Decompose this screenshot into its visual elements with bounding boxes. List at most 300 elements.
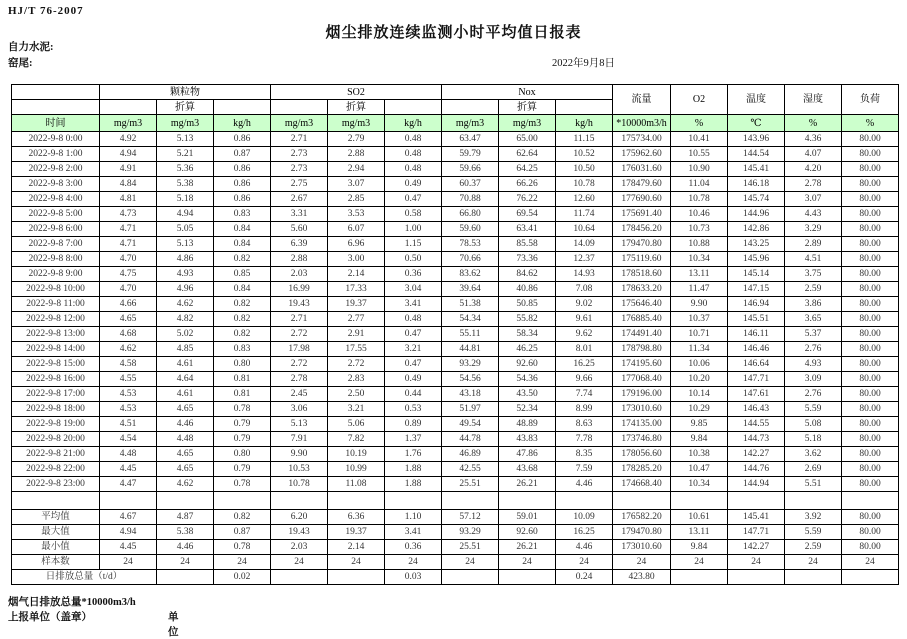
value-cell: 2.59 [785, 282, 842, 297]
value-cell: 78.53 [442, 237, 499, 252]
empty-cell [499, 492, 556, 510]
summary-label: 平均值 [12, 510, 100, 525]
value-cell: 93.29 [442, 357, 499, 372]
value-cell: 0.79 [214, 462, 271, 477]
value-cell: 2.76 [785, 387, 842, 402]
value-cell: 4.71 [100, 222, 157, 237]
value-cell: 147.61 [728, 387, 785, 402]
value-cell: 1.88 [385, 462, 442, 477]
value-cell: 178285.20 [613, 462, 671, 477]
value-cell: 2.67 [271, 192, 328, 207]
summary-value-cell: 0.82 [214, 510, 271, 525]
value-cell: 2.88 [328, 147, 385, 162]
value-cell: 9.90 [671, 297, 728, 312]
value-cell: 10.46 [671, 207, 728, 222]
converted-label-pm: 折算 [157, 100, 214, 115]
value-cell: 10.73 [671, 222, 728, 237]
value-cell: 7.82 [328, 432, 385, 447]
value-cell: 179196.00 [613, 387, 671, 402]
value-cell: 10.90 [671, 162, 728, 177]
summary-value-cell: 24 [328, 555, 385, 570]
value-cell: 4.48 [157, 432, 214, 447]
value-cell: 8.99 [556, 402, 613, 417]
value-cell: 64.25 [499, 162, 556, 177]
summary-value-cell: 6.20 [271, 510, 328, 525]
summary-value-cell: 4.67 [100, 510, 157, 525]
value-cell: 9.90 [271, 447, 328, 462]
unit-header: kg/h [214, 115, 271, 132]
value-cell: 10.78 [556, 177, 613, 192]
value-cell: 44.78 [442, 432, 499, 447]
empty-cell [328, 492, 385, 510]
summary-value-cell: 92.60 [499, 525, 556, 540]
value-cell: 0.81 [214, 372, 271, 387]
value-cell: 80.00 [842, 432, 899, 447]
value-cell: 80.00 [842, 342, 899, 357]
value-cell: 2.72 [271, 327, 328, 342]
value-cell: 0.36 [385, 267, 442, 282]
value-cell: 4.65 [157, 447, 214, 462]
unit-header: % [671, 115, 728, 132]
summary-value-cell: 26.21 [499, 540, 556, 555]
value-cell: 178633.20 [613, 282, 671, 297]
value-cell: 43.50 [499, 387, 556, 402]
value-cell: 5.06 [328, 417, 385, 432]
summary-value-cell: 24 [613, 555, 671, 570]
empty-cell [12, 492, 100, 510]
daily-total-value-cell [671, 570, 728, 585]
summary-value-cell: 3.41 [385, 525, 442, 540]
value-cell: 1.15 [385, 237, 442, 252]
daily-total-row [12, 570, 899, 585]
summary-value-cell: 4.94 [100, 525, 157, 540]
value-cell: 178518.60 [613, 267, 671, 282]
unit-header: ℃ [728, 115, 785, 132]
value-cell: 8.63 [556, 417, 613, 432]
value-cell: 4.46 [157, 417, 214, 432]
value-cell: 5.13 [271, 417, 328, 432]
table-row [12, 222, 899, 237]
value-cell: 4.07 [785, 147, 842, 162]
value-cell: 2.75 [271, 177, 328, 192]
value-cell: 49.54 [442, 417, 499, 432]
value-cell: 12.60 [556, 192, 613, 207]
unit-label: 单位 [168, 612, 179, 638]
summary-value-cell: 80.00 [842, 540, 899, 555]
value-cell: 19.43 [271, 297, 328, 312]
value-cell: 4.96 [157, 282, 214, 297]
value-cell: 10.06 [671, 357, 728, 372]
summary-value-cell: 24 [671, 555, 728, 570]
value-cell: 178798.80 [613, 342, 671, 357]
value-cell: 44.81 [442, 342, 499, 357]
value-cell: 54.36 [499, 372, 556, 387]
value-cell: 6.07 [328, 222, 385, 237]
daily-total-value-cell: 423.80 [613, 570, 671, 585]
value-cell: 146.18 [728, 177, 785, 192]
table-row [12, 162, 899, 177]
value-cell: 59.79 [442, 147, 499, 162]
value-cell: 0.80 [214, 357, 271, 372]
summary-value-cell: 10.61 [671, 510, 728, 525]
value-cell: 4.55 [100, 372, 157, 387]
summary-value-cell: 4.46 [556, 540, 613, 555]
table-row [12, 402, 899, 417]
value-cell: 3.21 [328, 402, 385, 417]
value-cell: 144.54 [728, 147, 785, 162]
empty-cell [214, 492, 271, 510]
summary-value-cell: 5.59 [785, 525, 842, 540]
value-cell: 80.00 [842, 207, 899, 222]
empty-cell [100, 492, 157, 510]
value-cell: 10.53 [271, 462, 328, 477]
unit-header: % [842, 115, 899, 132]
value-cell: 80.00 [842, 222, 899, 237]
time-cell: 2022-9-8 21:00 [12, 447, 100, 462]
value-cell: 4.51 [100, 417, 157, 432]
value-cell: 69.54 [499, 207, 556, 222]
value-cell: 54.34 [442, 312, 499, 327]
empty-cell [556, 492, 613, 510]
value-cell: 175119.60 [613, 252, 671, 267]
value-cell: 66.26 [499, 177, 556, 192]
value-cell: 4.66 [100, 297, 157, 312]
value-cell: 5.08 [785, 417, 842, 432]
value-cell: 4.62 [157, 297, 214, 312]
time-cell: 2022-9-8 6:00 [12, 222, 100, 237]
value-cell: 92.60 [499, 357, 556, 372]
value-cell: 80.00 [842, 297, 899, 312]
summary-value-cell: 147.71 [728, 525, 785, 540]
value-cell: 0.83 [214, 342, 271, 357]
group-temperature: 温度 [728, 85, 785, 115]
value-cell: 0.48 [385, 132, 442, 147]
table-row [12, 282, 899, 297]
summary-value-cell: 0.87 [214, 525, 271, 540]
value-cell: 4.71 [100, 237, 157, 252]
time-cell: 2022-9-8 14:00 [12, 342, 100, 357]
value-cell: 142.27 [728, 447, 785, 462]
time-cell: 2022-9-8 7:00 [12, 237, 100, 252]
value-cell: 7.91 [271, 432, 328, 447]
value-cell: 10.34 [671, 252, 728, 267]
value-cell: 10.99 [328, 462, 385, 477]
value-cell: 17.98 [271, 342, 328, 357]
summary-value-cell: 4.87 [157, 510, 214, 525]
summary-value-cell: 24 [785, 555, 842, 570]
time-header: 时间 [12, 115, 100, 132]
value-cell: 4.43 [785, 207, 842, 222]
group-so2: SO2 [271, 85, 442, 100]
value-cell: 147.71 [728, 372, 785, 387]
summary-value-cell: 0.78 [214, 540, 271, 555]
value-cell: 4.82 [157, 312, 214, 327]
empty-cell [442, 492, 499, 510]
value-cell: 2.85 [328, 192, 385, 207]
value-cell: 4.85 [157, 342, 214, 357]
value-cell: 9.84 [671, 432, 728, 447]
time-cell: 2022-9-8 2:00 [12, 162, 100, 177]
value-cell: 10.71 [671, 327, 728, 342]
summary-label: 样本数 [12, 555, 100, 570]
time-cell: 2022-9-8 3:00 [12, 177, 100, 192]
unit-header: kg/h [385, 115, 442, 132]
value-cell: 144.94 [728, 477, 785, 492]
value-cell: 146.64 [728, 357, 785, 372]
value-cell: 145.51 [728, 312, 785, 327]
value-cell: 0.86 [214, 132, 271, 147]
group-humidity: 湿度 [785, 85, 842, 115]
value-cell: 4.93 [157, 267, 214, 282]
value-cell: 2.78 [271, 372, 328, 387]
value-cell: 142.86 [728, 222, 785, 237]
value-cell: 62.64 [499, 147, 556, 162]
value-cell: 144.73 [728, 432, 785, 447]
table-row [12, 312, 899, 327]
daily-total-value-cell: 0.24 [556, 570, 613, 585]
value-cell: 3.07 [328, 177, 385, 192]
value-cell: 0.87 [214, 147, 271, 162]
value-cell: 80.00 [842, 162, 899, 177]
value-cell: 10.37 [671, 312, 728, 327]
table-row [12, 252, 899, 267]
time-cell: 2022-9-8 19:00 [12, 417, 100, 432]
value-cell: 70.88 [442, 192, 499, 207]
time-cell: 2022-9-8 11:00 [12, 297, 100, 312]
value-cell: 10.52 [556, 147, 613, 162]
value-cell: 3.04 [385, 282, 442, 297]
value-cell: 4.36 [785, 132, 842, 147]
value-cell: 143.96 [728, 132, 785, 147]
value-cell: 179470.80 [613, 237, 671, 252]
daily-total-value-cell [442, 570, 499, 585]
value-cell: 16.25 [556, 357, 613, 372]
value-cell: 0.83 [214, 207, 271, 222]
value-cell: 5.51 [785, 477, 842, 492]
summary-value-cell: 19.43 [271, 525, 328, 540]
summary-value-cell: 59.01 [499, 510, 556, 525]
value-cell: 51.97 [442, 402, 499, 417]
daily-total-value-cell [328, 570, 385, 585]
value-cell: 0.85 [214, 267, 271, 282]
report-title: 烟尘排放连续监测小时平均值日报表 [325, 25, 582, 41]
value-cell: 3.21 [385, 342, 442, 357]
value-cell: 4.86 [157, 252, 214, 267]
value-cell: 145.96 [728, 252, 785, 267]
value-cell: 0.82 [214, 252, 271, 267]
value-cell: 3.75 [785, 267, 842, 282]
value-cell: 5.18 [157, 192, 214, 207]
value-cell: 59.66 [442, 162, 499, 177]
value-cell: 80.00 [842, 132, 899, 147]
table-row [12, 147, 899, 162]
value-cell: 0.78 [214, 477, 271, 492]
value-cell: 144.76 [728, 462, 785, 477]
daily-total-value-cell [728, 570, 785, 585]
value-cell: 2.72 [271, 357, 328, 372]
value-cell: 173010.60 [613, 402, 671, 417]
value-cell: 0.79 [214, 417, 271, 432]
value-cell: 9.62 [556, 327, 613, 342]
empty-cell [271, 492, 328, 510]
value-cell: 3.06 [271, 402, 328, 417]
value-cell: 3.86 [785, 297, 842, 312]
value-cell: 0.82 [214, 327, 271, 342]
time-cell: 2022-9-8 1:00 [12, 147, 100, 162]
summary-value-cell: 24 [842, 555, 899, 570]
value-cell: 5.02 [157, 327, 214, 342]
value-cell: 65.00 [499, 132, 556, 147]
value-cell: 10.55 [671, 147, 728, 162]
table-row [12, 432, 899, 447]
value-cell: 80.00 [842, 177, 899, 192]
value-cell: 80.00 [842, 477, 899, 492]
value-cell: 14.93 [556, 267, 613, 282]
summary-row [12, 525, 899, 540]
value-cell: 2.73 [271, 162, 328, 177]
value-cell: 2.79 [328, 132, 385, 147]
value-cell: 42.55 [442, 462, 499, 477]
value-cell: 7.59 [556, 462, 613, 477]
value-cell: 4.84 [100, 177, 157, 192]
value-cell: 10.34 [671, 477, 728, 492]
value-cell: 0.84 [214, 237, 271, 252]
empty-cell [842, 492, 899, 510]
value-cell: 43.83 [499, 432, 556, 447]
value-cell: 4.70 [100, 282, 157, 297]
value-cell: 12.37 [556, 252, 613, 267]
table-row [12, 462, 899, 477]
value-cell: 4.65 [157, 402, 214, 417]
value-cell: 0.49 [385, 177, 442, 192]
value-cell: 10.19 [328, 447, 385, 462]
summary-value-cell: 4.45 [100, 540, 157, 555]
summary-value-cell: 19.37 [328, 525, 385, 540]
value-cell: 5.60 [271, 222, 328, 237]
value-cell: 80.00 [842, 312, 899, 327]
value-cell: 4.48 [100, 447, 157, 462]
table-row [12, 177, 899, 192]
value-cell: 2.91 [328, 327, 385, 342]
value-cell: 59.60 [442, 222, 499, 237]
value-cell: 0.78 [214, 402, 271, 417]
location-label: 窑尾: [8, 58, 33, 69]
summary-value-cell: 24 [442, 555, 499, 570]
value-cell: 2.78 [785, 177, 842, 192]
table-row [12, 297, 899, 312]
time-cell: 2022-9-8 17:00 [12, 387, 100, 402]
value-cell: 11.74 [556, 207, 613, 222]
value-cell: 174135.00 [613, 417, 671, 432]
summary-value-cell: 24 [157, 555, 214, 570]
value-cell: 73.36 [499, 252, 556, 267]
value-cell: 146.94 [728, 297, 785, 312]
value-cell: 25.51 [442, 477, 499, 492]
summary-value-cell: 176582.20 [613, 510, 671, 525]
value-cell: 80.00 [842, 327, 899, 342]
value-cell: 58.34 [499, 327, 556, 342]
value-cell: 10.38 [671, 447, 728, 462]
value-cell: 5.36 [157, 162, 214, 177]
summary-value-cell: 6.36 [328, 510, 385, 525]
value-cell: 178456.20 [613, 222, 671, 237]
value-cell: 10.20 [671, 372, 728, 387]
value-cell: 4.61 [157, 387, 214, 402]
value-cell: 7.74 [556, 387, 613, 402]
value-cell: 83.62 [442, 267, 499, 282]
empty-cell [157, 492, 214, 510]
group-load: 负荷 [842, 85, 899, 115]
value-cell: 2.94 [328, 162, 385, 177]
value-cell: 46.89 [442, 447, 499, 462]
value-cell: 0.47 [385, 192, 442, 207]
value-cell: 4.94 [157, 207, 214, 222]
value-cell: 3.31 [271, 207, 328, 222]
time-cell: 2022-9-8 20:00 [12, 432, 100, 447]
time-cell: 2022-9-8 0:00 [12, 132, 100, 147]
value-cell: 2.73 [271, 147, 328, 162]
value-cell: 4.81 [100, 192, 157, 207]
value-cell: 146.43 [728, 402, 785, 417]
value-cell: 8.01 [556, 342, 613, 357]
value-cell: 2.03 [271, 267, 328, 282]
value-cell: 4.75 [100, 267, 157, 282]
value-cell: 60.37 [442, 177, 499, 192]
unit-header: mg/m3 [157, 115, 214, 132]
summary-row [12, 555, 899, 570]
value-cell: 13.11 [671, 267, 728, 282]
time-cell: 2022-9-8 8:00 [12, 252, 100, 267]
value-cell: 8.35 [556, 447, 613, 462]
summary-value-cell: 16.25 [556, 525, 613, 540]
value-cell: 9.66 [556, 372, 613, 387]
value-cell: 11.34 [671, 342, 728, 357]
value-cell: 4.53 [100, 402, 157, 417]
value-cell: 17.55 [328, 342, 385, 357]
summary-value-cell: 24 [271, 555, 328, 570]
value-cell: 84.62 [499, 267, 556, 282]
value-cell: 0.44 [385, 387, 442, 402]
value-cell: 16.99 [271, 282, 328, 297]
value-cell: 4.45 [100, 462, 157, 477]
summary-value-cell: 2.03 [271, 540, 328, 555]
value-cell: 4.20 [785, 162, 842, 177]
daily-total-value-cell: 0.02 [214, 570, 271, 585]
summary-row [12, 540, 899, 555]
value-cell: 51.38 [442, 297, 499, 312]
value-cell: 3.29 [785, 222, 842, 237]
value-cell: 0.48 [385, 312, 442, 327]
value-cell: 85.58 [499, 237, 556, 252]
value-cell: 0.47 [385, 357, 442, 372]
daily-total-value-cell [842, 570, 899, 585]
value-cell: 80.00 [842, 267, 899, 282]
value-cell: 175646.40 [613, 297, 671, 312]
value-cell: 0.81 [214, 387, 271, 402]
value-cell: 0.50 [385, 252, 442, 267]
unit-header: mg/m3 [328, 115, 385, 132]
value-cell: 3.65 [785, 312, 842, 327]
value-cell: 4.53 [100, 387, 157, 402]
value-cell: 63.47 [442, 132, 499, 147]
value-cell: 4.73 [100, 207, 157, 222]
summary-value-cell: 173010.60 [613, 540, 671, 555]
summary-value-cell: 142.27 [728, 540, 785, 555]
value-cell: 17.33 [328, 282, 385, 297]
value-cell: 9.85 [671, 417, 728, 432]
value-cell: 0.53 [385, 402, 442, 417]
summary-label: 最大值 [12, 525, 100, 540]
